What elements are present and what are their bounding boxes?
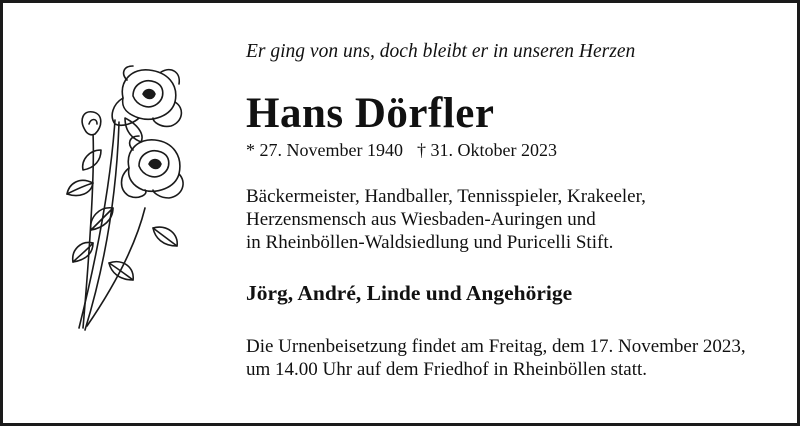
funeral-notice: [246, 335, 746, 381]
deceased-name: Hans Dörfler: [246, 90, 495, 137]
notice-line: Die Urnenbeisetzung findet am Freitag, dem 17. November 2023,: [246, 336, 746, 357]
life-dates: [246, 140, 557, 161]
mourners: Jörg, André, Linde und Angehörige: [246, 281, 573, 305]
notice-line: um 14.00 Uhr auf dem Friedhof in Rheinböllen statt.: [246, 359, 648, 380]
roses-illustration-icon: [53, 58, 203, 348]
birth-date: * 27. November 1940: [246, 140, 403, 160]
biography: [246, 185, 646, 254]
death-date: † 31. Oktober 2023: [416, 140, 557, 160]
bio-line: Bäckermeister, Handballer, Tennisspieler, Krakeeler,: [246, 186, 646, 207]
bio-line: in Rheinböllen-Waldsiedlung und Puricelli Stift.: [246, 232, 614, 253]
motto: Er ging von uns, doch bleibt er in unseren Herzen: [246, 41, 636, 62]
bio-line: Herzensmensch aus Wiesbaden-Auringen und: [246, 209, 596, 230]
